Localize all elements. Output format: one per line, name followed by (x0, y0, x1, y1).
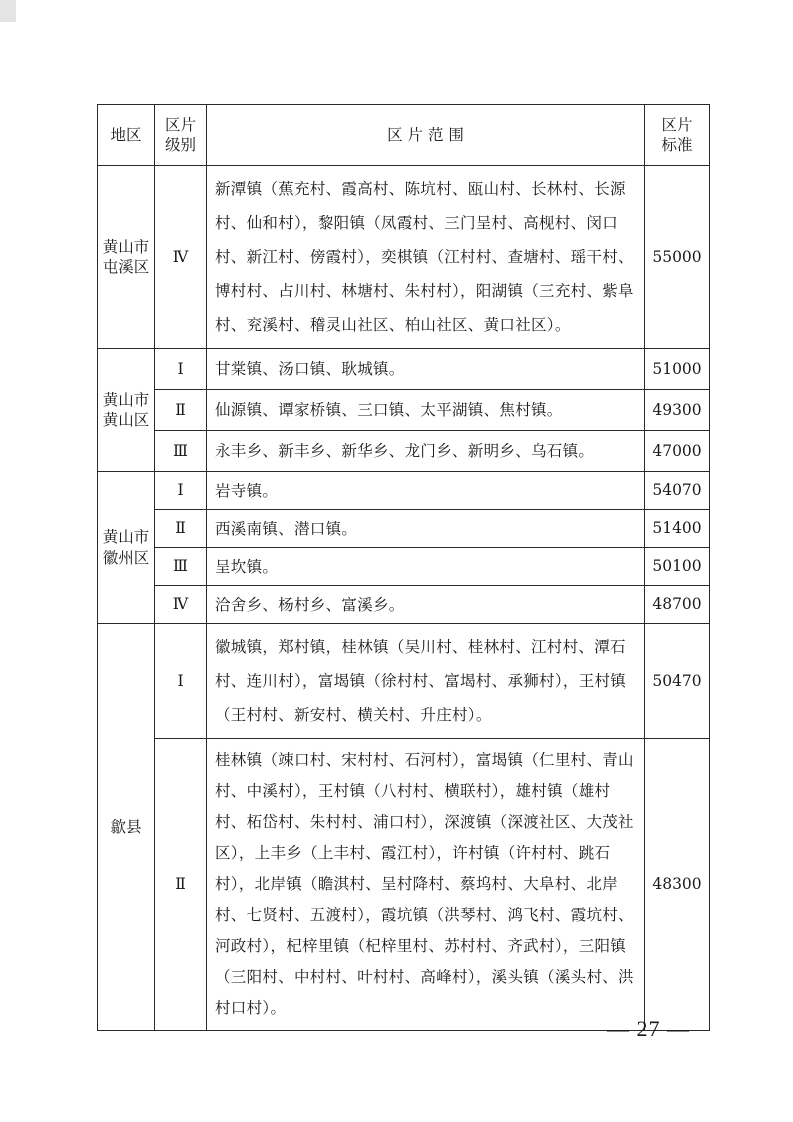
standard-cell: 55000 (645, 166, 710, 349)
header-level: 区片 级别 (155, 105, 207, 166)
level-cell: Ⅱ (155, 390, 207, 431)
level-cell: Ⅲ (155, 548, 207, 586)
scope-cell: 西溪南镇、潜口镇。 (207, 510, 645, 548)
standard-cell: 50470 (645, 624, 710, 739)
standard-cell: 50100 (645, 548, 710, 586)
table-row (98, 431, 710, 472)
level-cell: Ⅰ (155, 624, 207, 739)
scope-cell: 岩寺镇。 (207, 472, 645, 510)
table-row (98, 586, 710, 624)
level-cell: Ⅰ (155, 349, 207, 390)
standard-cell: 49300 (645, 390, 710, 431)
scope-cell: 永丰乡、新丰乡、新华乡、龙门乡、新明乡、乌石镇。 (207, 431, 645, 472)
level-cell: Ⅳ (155, 166, 207, 349)
scope-cell: 洽舍乡、杨村乡、富溪乡。 (207, 586, 645, 624)
scope-cell: 新潭镇（蕉充村、霞高村、陈坑村、瓯山村、长林村、长源村、仙和村），黎阳镇（凤霞村、三门呈村、高枧村、闵口村、新江村、傍霞村），奕棋镇（江村村、查塘村、瑶干村、博村村、占川村、林塘村、朱村村），阳湖镇（三充村、紫阜村、兖溪村、稽灵山社区、柏山社区、黄口社区）。 (207, 166, 645, 349)
header-region: 地区 (98, 105, 155, 166)
level-cell: Ⅱ (155, 510, 207, 548)
standard-cell: 51400 (645, 510, 710, 548)
scope-cell: 仙源镇、谭家桥镇、三口镇、太平湖镇、焦村镇。 (207, 390, 645, 431)
standard-cell: 48300 (645, 739, 710, 1031)
table-row (98, 349, 710, 390)
land-price-zone-table (97, 104, 710, 1031)
level-cell: Ⅱ (155, 739, 207, 1031)
region-cell: 黄山市 屯溪区 (98, 166, 155, 349)
table-row (98, 166, 710, 349)
standard-cell: 47000 (645, 431, 710, 472)
table-row (98, 548, 710, 586)
table-header-row (98, 105, 710, 166)
level-cell: Ⅳ (155, 586, 207, 624)
scan-corner-mark (0, 0, 16, 22)
page-number: — 27 — (607, 1016, 690, 1041)
standard-cell: 54070 (645, 472, 710, 510)
region-cell: 黄山市 黄山区 (98, 349, 155, 472)
region-cell: 黄山市 徽州区 (98, 472, 155, 624)
scope-cell: 甘棠镇、汤口镇、耿城镇。 (207, 349, 645, 390)
level-cell: Ⅰ (155, 472, 207, 510)
standard-cell: 48700 (645, 586, 710, 624)
region-cell: 歙县 (98, 624, 155, 1031)
table-row (98, 390, 710, 431)
header-scope: 区 片 范 围 (207, 105, 645, 166)
table-row (98, 472, 710, 510)
table-row (98, 510, 710, 548)
standard-cell: 51000 (645, 349, 710, 390)
table-row (98, 739, 710, 1031)
scope-cell: 徽城镇，郑村镇，桂林镇（吴川村、桂林村、江村村、潭石村、连川村），富堨镇（徐村村、富堨村、承狮村），王村镇（王村村、新安村、横关村、升庄村）。 (207, 624, 645, 739)
level-cell: Ⅲ (155, 431, 207, 472)
header-standard: 区片 标准 (645, 105, 710, 166)
table-row (98, 624, 710, 739)
scope-cell: 桂林镇（竦口村、宋村村、石河村），富堨镇（仁里村、青山村、中溪村），王村镇（八村村、横联村），雄村镇（雄村村、柘岱村、朱村村、浦口村），深渡镇（深渡社区、大茂社区），上丰乡（上丰村、霞江村），许村镇（许村村、跳石村），北岸镇（瞻淇村、呈村降村、蔡坞村、大阜村、北岸村、七贤村、五渡村），霞坑镇（洪琴村、鸿飞村、霞坑村、河政村），杞梓里镇（杞梓里村、苏村村、齐武村），三阳镇（三阳村、中村村、叶村村、高峰村），溪头镇（溪头村、洪村口村）。 (207, 739, 645, 1031)
scope-cell: 呈坎镇。 (207, 548, 645, 586)
